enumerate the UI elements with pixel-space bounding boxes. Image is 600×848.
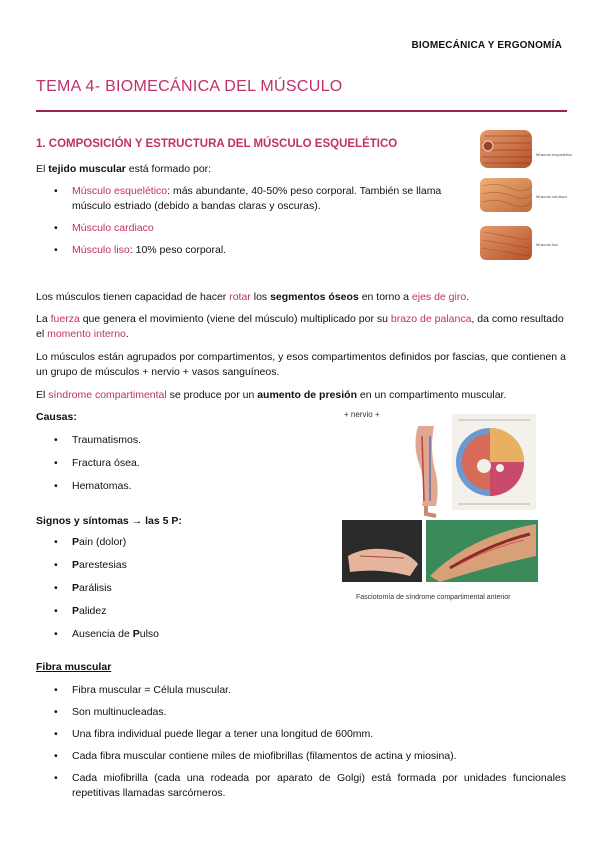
- muscle-types-list: [36, 184, 466, 258]
- bullet: •: [54, 728, 58, 740]
- list-item: • Cada miofibrilla (cada una rodeada por aparato de Golgi) está formada por unidades funcionales repetitivas llamadas sarcómeros.: [54, 772, 566, 799]
- list-item: • Músculo cardiaco: [54, 222, 154, 234]
- list-item: • Son multinucleadas.: [54, 706, 167, 718]
- causes-list: [36, 433, 296, 494]
- paragraph-rotation: Los músculos tienen capacidad de hacer rotar los segmentos óseos en torno a ejes de giro.: [36, 291, 470, 303]
- bullet: •: [54, 582, 58, 594]
- muscle-fiber-heading: Fibra muscular: [36, 661, 112, 673]
- running-header: BIOMECÁNICA Y ERGONOMÍA: [411, 40, 562, 51]
- title-divider: [36, 110, 567, 112]
- list-item: • Parálisis: [54, 582, 112, 594]
- bullet: •: [54, 244, 58, 256]
- list-item: • Fibra muscular = Célula muscular.: [54, 684, 232, 696]
- tissue-intro: El tejido muscular está formado por:: [36, 163, 212, 175]
- bullet: •: [54, 480, 58, 492]
- muscle-label-skeletal: Músculo esquelético: [536, 152, 573, 157]
- list-item: • Músculo esquelético: más abundante, 40-50% peso corporal. También se llama músculo estriado (debido a bandas claras y oscuras).: [54, 185, 442, 212]
- list-item: • Traumatismos.: [54, 434, 142, 446]
- list-item: • Músculo liso: 10% peso corporal.: [54, 244, 227, 256]
- list-item: • Parestesias: [54, 559, 127, 571]
- paragraph-force: La fuerza que genera el movimiento (viene del músculo) multiplicado por su brazo de palanca, da como resultado el momento interno.: [36, 313, 564, 340]
- muscle-types-illustration: [476, 126, 573, 276]
- list-item: • Pain (dolor): [54, 536, 127, 548]
- list-item: • Hematomas.: [54, 480, 132, 492]
- bullet: •: [54, 185, 58, 197]
- figure-top-label: + nervio +: [344, 410, 380, 419]
- muscle-label-smooth: Músculo liso: [536, 242, 559, 247]
- section-heading: 1. COMPOSICIÓN Y ESTRUCTURA DEL MÚSCULO ESQUELÉTICO: [36, 138, 398, 150]
- list-item: • Palidez: [54, 605, 107, 617]
- figure-caption: Fasciotomía de síndrome compartimental anterior: [356, 594, 511, 601]
- paragraph-compartment-syndrome: El síndrome compartimental se produce por un aumento de presión en un compartimento muscular.: [36, 389, 507, 401]
- bullet: •: [54, 750, 58, 762]
- bullet: •: [54, 457, 58, 469]
- bullet: •: [54, 706, 58, 718]
- bullet: •: [54, 628, 58, 640]
- list-item: • Una fibra individual puede llegar a tener una longitud de 600mm.: [54, 728, 374, 740]
- bullet: •: [54, 684, 58, 696]
- fasciotomy-figure: [340, 406, 540, 612]
- list-item: • Ausencia de Pulso: [54, 628, 159, 640]
- signs-list: [36, 535, 296, 642]
- document-title: TEMA 4- BIOMECÁNICA DEL MÚSCULO: [36, 78, 343, 95]
- causes-heading: Causas:: [36, 411, 77, 423]
- muscle-fiber-list: [36, 683, 566, 801]
- bullet: •: [54, 434, 58, 446]
- bullet: •: [54, 222, 58, 234]
- bullet: •: [54, 605, 58, 617]
- paragraph-compartments: Lo músculos están agrupados por compartimentos, y esos compartimentos definidos por fascias, que contienen a un grupo de músculos + nervio + vasos sanguíneos.: [36, 351, 566, 378]
- muscle-label-cardiac: Músculo cardiaco: [536, 194, 568, 199]
- bullet: •: [54, 536, 58, 548]
- list-item: • Cada fibra muscular contiene miles de miofibrillas (filamentos de actina y miosina).: [54, 750, 457, 762]
- bullet: •: [54, 559, 58, 571]
- list-item: • Fractura ósea.: [54, 457, 140, 469]
- signs-heading: Signos y síntomas → las 5 P:: [36, 515, 182, 527]
- bullet: •: [54, 772, 58, 784]
